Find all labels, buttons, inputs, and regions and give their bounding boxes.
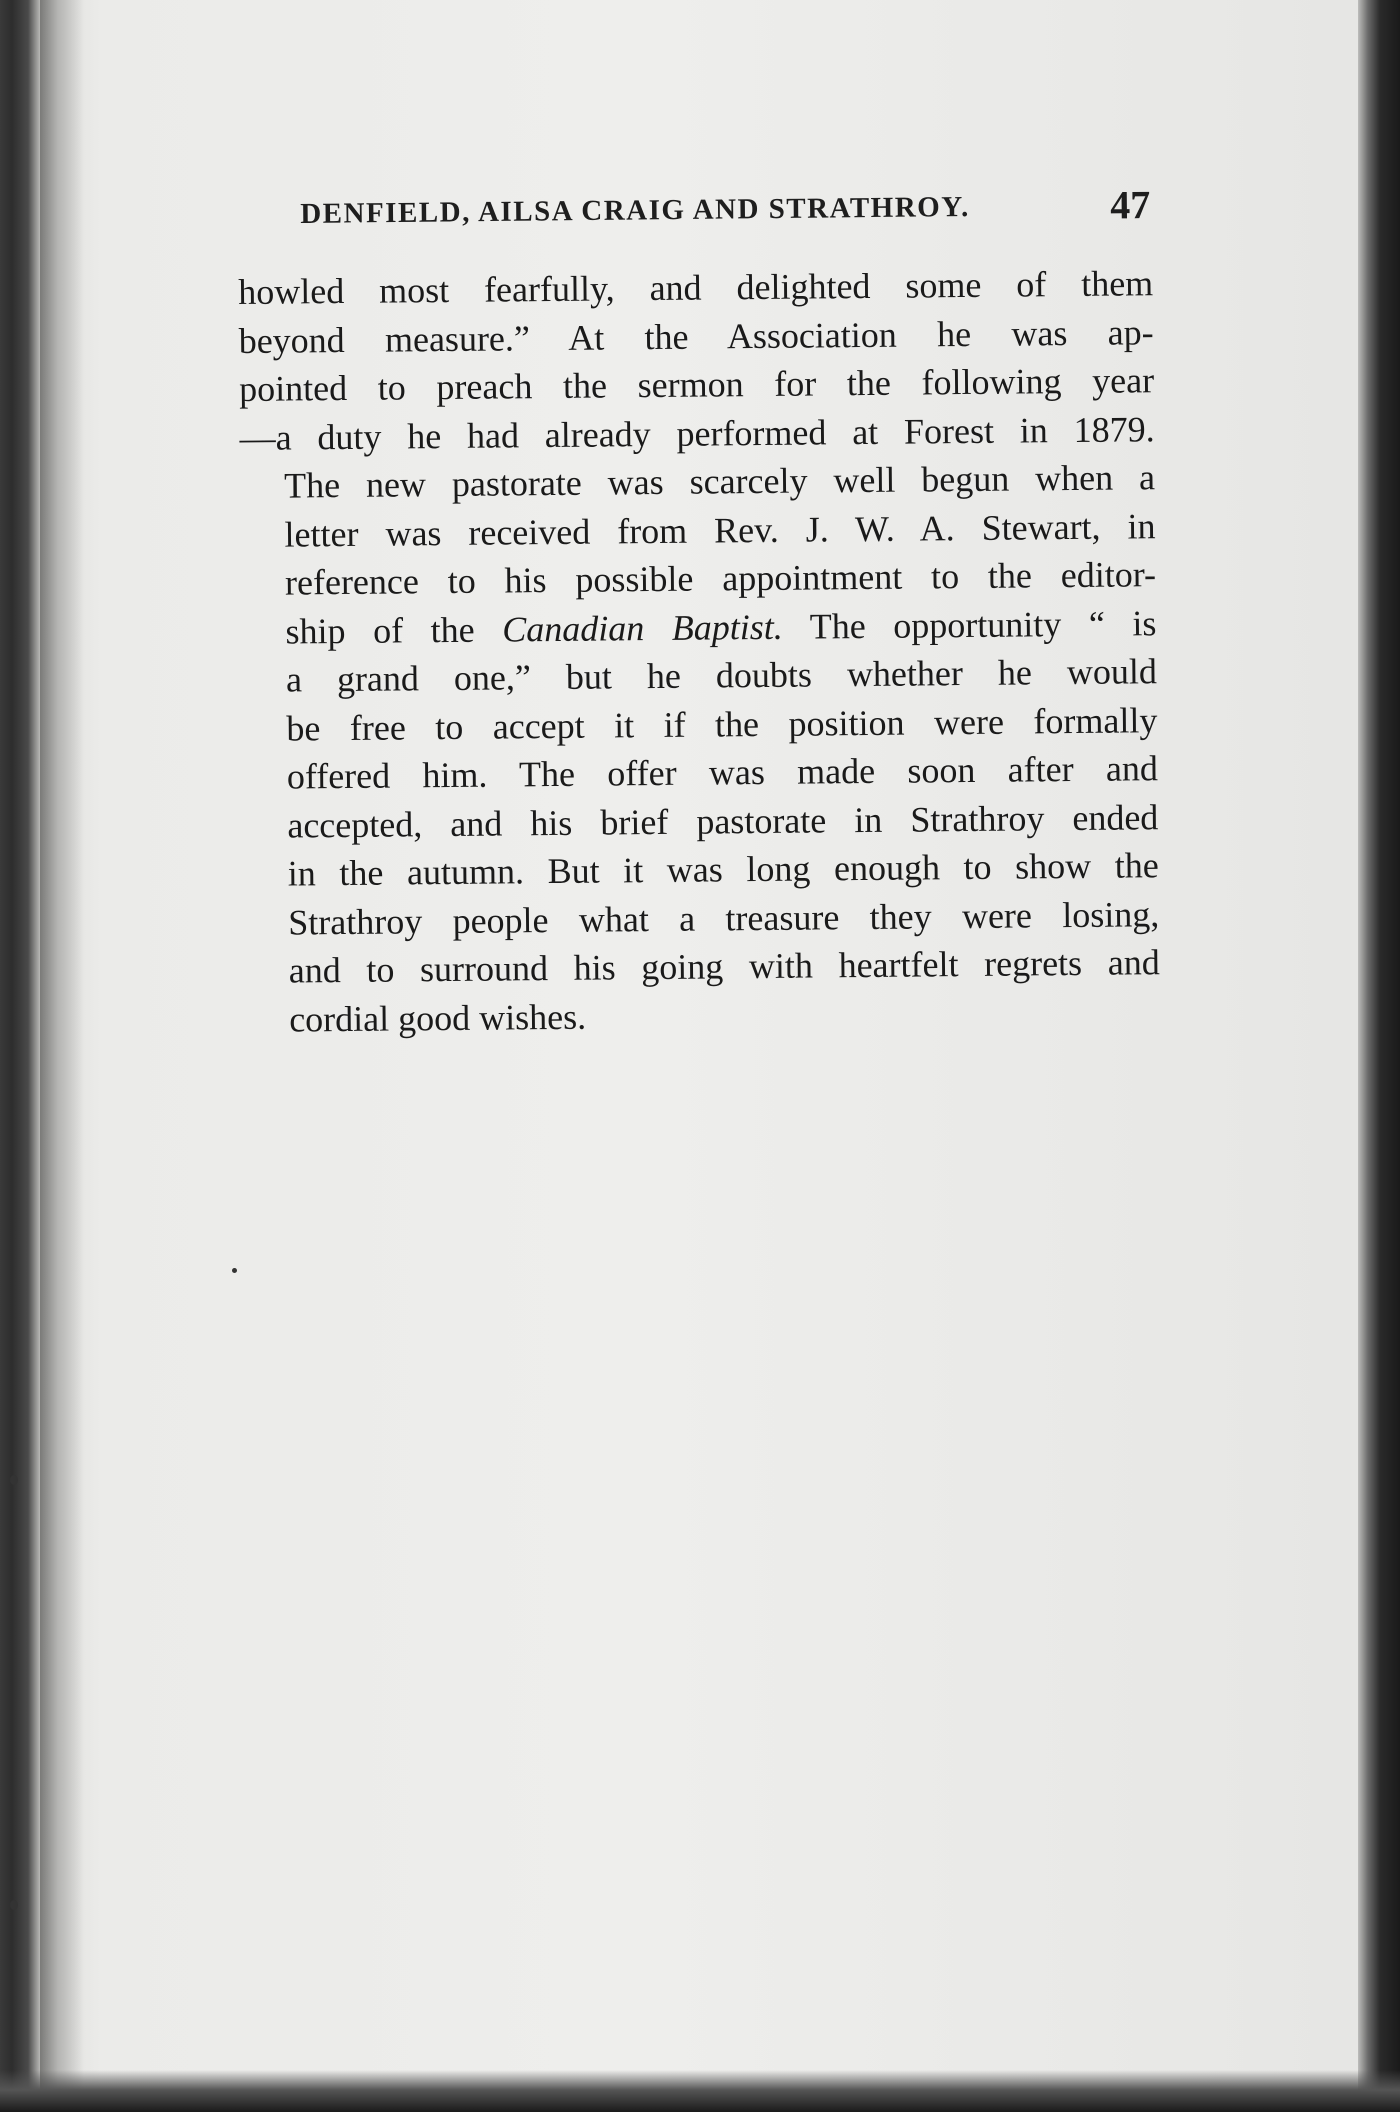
text-line: The new pastorate was scarcely well begun when a [283, 457, 1156, 506]
text-line: letter was received from Rev. J. W. A. Stewart, in [284, 505, 1156, 555]
dust-speck [10, 1475, 18, 1485]
text-line: in the autumn. But it was long enough to show the [287, 845, 1159, 894]
text-line [241, 599, 1156, 656]
dust-speck [10, 1900, 18, 1910]
text-line: reference to his possible appointment to the editor- [284, 554, 1157, 603]
text-line: Strathroy people what a treasure they were losing, [288, 893, 1160, 943]
text-line: and to surround his going with heartfelt regrets and [288, 942, 1160, 991]
text-segment: The opportunity “ is [782, 602, 1157, 647]
text-line: howled most fearfully, and delighted some of them [238, 263, 1154, 312]
page-right-edge [1358, 0, 1400, 2112]
running-head [300, 181, 1150, 240]
paragraph-2 [240, 453, 1161, 1044]
text-line: cordial good wishes. [289, 996, 587, 1040]
text-line: a grand one,” but he doubts whether he would [285, 651, 1158, 700]
spine-shadow [40, 0, 84, 2090]
binding-edge [0, 0, 40, 2112]
running-head-title: DENFIELD, AILSA CRAIG AND STRATHROY. [300, 190, 970, 230]
text-line: beyond measure.” At the Association he was ap- [238, 311, 1154, 361]
text-line: accepted, and his brief pastorate in Strathroy ended [287, 796, 1159, 846]
paragraph-1 [238, 259, 1155, 462]
text-line: —a duty he had already performed at Forest in 1879. [239, 408, 1155, 458]
text-line: be free to accept it if the position were formally [286, 699, 1158, 749]
text-segment: ship of the [285, 608, 503, 652]
page-number: 47 [1109, 182, 1151, 228]
text-line: offered him. The offer was made soon after and [286, 748, 1159, 797]
body-text [238, 259, 1160, 1044]
page-bottom-edge [0, 2070, 1400, 2112]
periodical-title: Canadian Baptist. [502, 606, 784, 649]
text-line: pointed to preach the sermon for the following year [238, 360, 1155, 409]
dust-speck [232, 1268, 237, 1273]
